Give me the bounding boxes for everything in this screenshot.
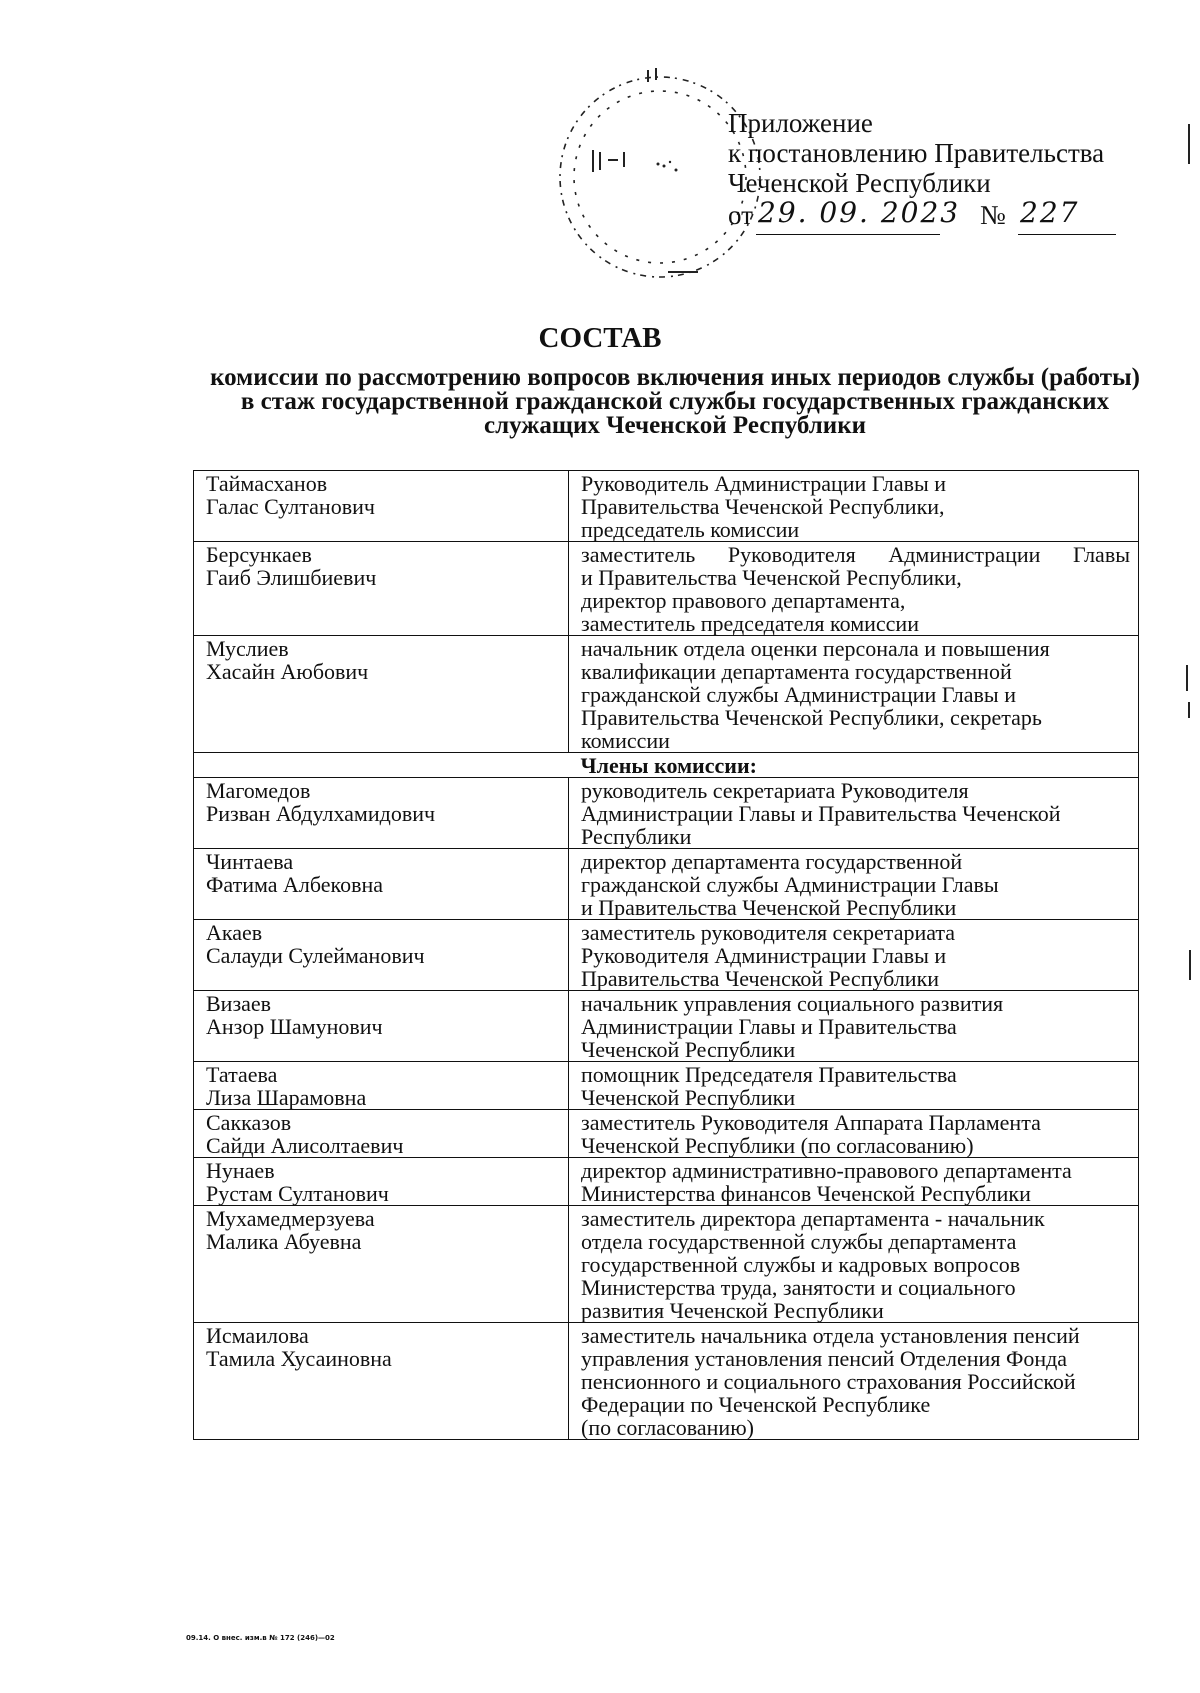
- member-given-name: Ризван Абдулхамидович: [206, 801, 436, 826]
- member-role-line: заместитель Руководителя Администрации Главы: [581, 542, 1130, 567]
- member-role-cell: [569, 778, 1139, 849]
- member-given-name: Анзор Шамунович: [206, 1014, 383, 1039]
- resolution-date: 29. 09. 2023: [758, 196, 961, 229]
- table-row: [194, 1206, 1139, 1323]
- document-title: СОСТАВ: [538, 322, 662, 354]
- member-role-line: директор административно-правового департамента: [581, 1158, 1072, 1183]
- member-role-line: начальник управления социального развития: [581, 991, 1004, 1016]
- member-role-cell: [569, 991, 1139, 1062]
- commission-roster-table: [193, 470, 1139, 1440]
- member-role-cell: [569, 1110, 1139, 1158]
- member-role-line: отдела государственной службы департамента: [581, 1229, 1017, 1254]
- scan-edge-mark: [1189, 950, 1191, 980]
- member-role-line: председатель комиссии: [581, 517, 800, 542]
- member-name-cell: [194, 636, 569, 753]
- member-surname: Нунаев: [206, 1158, 275, 1183]
- member-role-line: Правительства Чеченской Республики, секретарь: [581, 705, 1042, 730]
- member-name-cell: [194, 542, 569, 636]
- table-row: [194, 1062, 1139, 1110]
- member-role-line: гражданской службы Администрации Главы и: [581, 682, 1016, 707]
- member-given-name: Салауди Сулейманович: [206, 943, 425, 968]
- scan-edge-mark: [1186, 665, 1188, 691]
- document-subtitle: комиссии по рассмотрению вопросов включения иных периодов службы (работы) в стаж государственной гражданской службы государственных гражданских служащих Чеченской Республики: [210, 364, 1140, 439]
- table-row: [194, 1323, 1139, 1440]
- table-row: [194, 778, 1139, 849]
- member-given-name: Рустам Султанович: [206, 1181, 389, 1206]
- date-prefix: от: [728, 200, 753, 230]
- member-role-line: комиссии: [581, 728, 670, 753]
- member-role-line: Правительства Чеченской Республики: [581, 966, 940, 991]
- member-role-line: Федерации по Чеченской Республике: [581, 1392, 931, 1417]
- member-role-line: заместитель директора департамента - начальник: [581, 1206, 1045, 1231]
- member-name-cell: [194, 1110, 569, 1158]
- member-role-line: Министерства труда, занятости и социального: [581, 1275, 1016, 1300]
- member-role-line: гражданской службы Администрации Главы: [581, 872, 999, 897]
- member-name-cell: [194, 1062, 569, 1110]
- resolution-number: 227: [1020, 196, 1080, 229]
- scan-edge-mark: [1188, 702, 1190, 718]
- member-name-cell: [194, 1206, 569, 1323]
- member-surname: Берсункаев: [206, 542, 312, 567]
- member-role-cell: [569, 636, 1139, 753]
- member-role-line: Руководителя Администрации Главы и: [581, 943, 947, 968]
- member-role-cell: [569, 920, 1139, 991]
- member-role-line: управления установления пенсий Отделения Фонда: [581, 1346, 1068, 1371]
- scan-edge-mark: [1188, 124, 1190, 164]
- member-role-line: Чеченской Республики (по согласованию): [581, 1133, 974, 1158]
- members-section-row: [194, 753, 1139, 778]
- member-role-line: начальник отдела оценки персонала и повышения: [581, 636, 1050, 661]
- section-empty-cell: [194, 753, 569, 778]
- member-name-cell: [194, 920, 569, 991]
- table-row: [194, 849, 1139, 920]
- member-surname: Татаева: [206, 1062, 278, 1087]
- table-row: [194, 636, 1139, 753]
- table-row: [194, 542, 1139, 636]
- appendix-republic: Чеченской Республики: [728, 168, 991, 198]
- member-name-cell: [194, 991, 569, 1062]
- member-role-cell: [569, 1206, 1139, 1323]
- member-role-line: заместитель руководителя секретариата: [581, 920, 956, 945]
- member-role-line: Руководитель Администрации Главы и: [581, 471, 947, 496]
- member-role-cell: [569, 1158, 1139, 1206]
- member-role-line: государственной службы и кадровых вопросов: [581, 1252, 1021, 1277]
- member-role-cell: [569, 1062, 1139, 1110]
- member-given-name: Фатима Албековна: [206, 872, 384, 897]
- member-surname: Исмаилова: [206, 1323, 309, 1348]
- member-role-cell: [569, 542, 1139, 636]
- member-given-name: Гаиб Элишбиевич: [206, 565, 377, 590]
- member-role-line: директор правового департамента,: [581, 588, 906, 613]
- member-surname: Магомедов: [206, 778, 311, 803]
- member-name-cell: [194, 1158, 569, 1206]
- member-role-line: и Правительства Чеченской Республики,: [581, 565, 962, 590]
- member-surname: Сакказов: [206, 1110, 292, 1135]
- member-given-name: Малика Абуевна: [206, 1229, 362, 1254]
- member-name-cell: [194, 471, 569, 542]
- member-role-line: Чеченской Республики: [581, 1037, 796, 1062]
- table-row: [194, 1110, 1139, 1158]
- appendix-date-row: [728, 196, 1104, 236]
- member-name-cell: [194, 1323, 569, 1440]
- member-role-line: заместитель начальника отдела установления пенсий: [581, 1323, 1080, 1348]
- member-role-line: квалификации департамента государственной: [581, 659, 1012, 684]
- member-name-cell: [194, 778, 569, 849]
- member-role-line: развития Чеченской Республики: [581, 1298, 884, 1323]
- member-role-line: помощник Председателя Правительства: [581, 1062, 957, 1087]
- appendix-resolution: к постановлению Правительства: [728, 138, 1105, 168]
- member-surname: Мухамедмерзуева: [206, 1206, 375, 1231]
- member-role-line: Министерства финансов Чеченской Республики: [581, 1181, 1031, 1206]
- member-given-name: Тамила Хусаиновна: [206, 1346, 392, 1371]
- footer-code: 09.14. О внес. изм.в № 172 (246)—02: [186, 1634, 335, 1642]
- member-role-line: Администрации Главы и Правительства Чеченской: [581, 801, 1061, 826]
- member-surname: Чинтаева: [206, 849, 294, 874]
- member-surname: Таймасханов: [206, 471, 328, 496]
- member-role-line: Администрации Главы и Правительства: [581, 1014, 957, 1039]
- member-role-line: Правительства Чеченской Республики,: [581, 494, 945, 519]
- member-surname: Визаев: [206, 991, 272, 1016]
- member-role-cell: [569, 1323, 1139, 1440]
- member-given-name: Галас Султанович: [206, 494, 375, 519]
- member-role-line: Республики: [581, 824, 692, 849]
- member-role-line: руководитель секретариата Руководителя: [581, 778, 969, 803]
- member-role-line: директор департамента государственной: [581, 849, 963, 874]
- member-role-line: Чеченской Республики: [581, 1085, 796, 1110]
- member-given-name: Хасайн Аюбович: [206, 659, 369, 684]
- member-given-name: Лиза Шарамовна: [206, 1085, 367, 1110]
- member-role-cell: [569, 849, 1139, 920]
- members-section-heading: Члены комиссии:: [569, 753, 1139, 778]
- member-surname: Акаев: [206, 920, 263, 945]
- member-role-line: и Правительства Чеченской Республики: [581, 895, 957, 920]
- table-row: [194, 1158, 1139, 1206]
- member-role-cell: [569, 471, 1139, 542]
- appendix-label: Приложение: [728, 108, 873, 138]
- member-role-line: заместитель Руководителя Аппарата Парламента: [581, 1110, 1041, 1135]
- number-label: №: [980, 200, 1006, 230]
- member-role-line: пенсионного и социального страхования Российской: [581, 1369, 1076, 1394]
- member-role-line: (по согласованию): [581, 1415, 754, 1440]
- member-given-name: Сайди Алисолтаевич: [206, 1133, 404, 1158]
- member-role-line: заместитель председателя комиссии: [581, 611, 919, 636]
- table-row: [194, 991, 1139, 1062]
- table-row: [194, 471, 1139, 542]
- table-row: [194, 920, 1139, 991]
- member-surname: Муслиев: [206, 636, 289, 661]
- member-name-cell: [194, 849, 569, 920]
- appendix-block: [728, 108, 1104, 236]
